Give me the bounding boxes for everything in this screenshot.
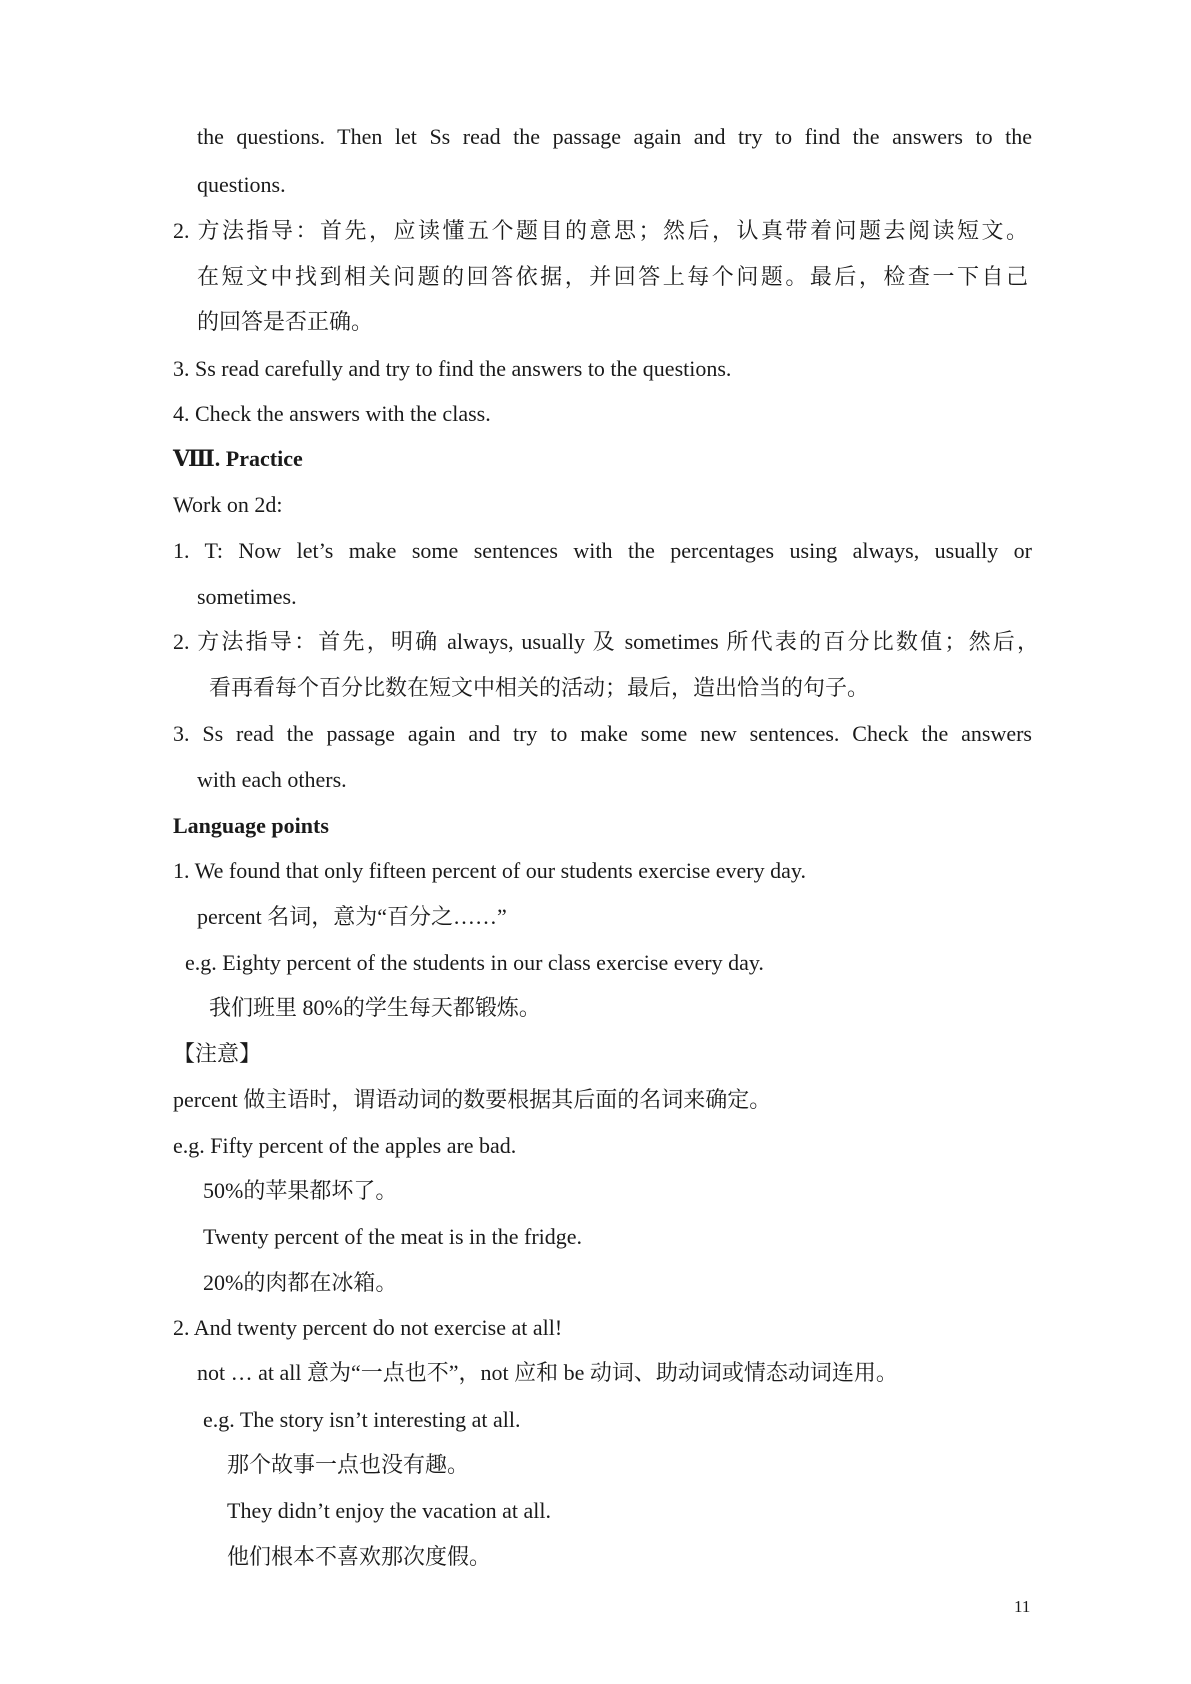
text-line: 50%的苹果都坏了。 bbox=[203, 1178, 398, 1203]
text-line: with each others. bbox=[197, 767, 347, 792]
text-line: 20%的肉都在冰箱。 bbox=[203, 1270, 398, 1295]
text-line: percent 做主语时，谓语动词的数要根据其后面的名词来确定。 bbox=[173, 1087, 772, 1112]
text-line: e.g. Fifty percent of the apples are bad. bbox=[173, 1133, 517, 1158]
text-line: 1. T: Now let’s make some sentences with the percentages using always, usually or bbox=[173, 538, 1032, 563]
note-heading: 【注意】 bbox=[173, 1041, 262, 1066]
text-line: sometimes. bbox=[197, 584, 297, 609]
text-line: e.g. The story isn’t interesting at all. bbox=[203, 1407, 521, 1432]
text-line: 看再看每个百分比数在短文中相关的活动；最后，造出恰当的句子。 bbox=[209, 675, 870, 700]
text-line: 1. We found that only fifteen percent of our students exercise every day. bbox=[173, 858, 806, 883]
text-line: 的回答是否正确。 bbox=[197, 309, 374, 334]
text-line: 3. Ss read the passage again and try to make some new sentences. Check the answers bbox=[173, 721, 1032, 746]
text-line: 4. Check the answers with the class. bbox=[173, 401, 491, 426]
text-line: questions. bbox=[197, 172, 286, 197]
text-line: 2. And twenty percent do not exercise at all! bbox=[173, 1315, 563, 1340]
text-line: 在短文中找到相关问题的回答依据，并回答上每个问题。最后，检查一下自己 bbox=[197, 264, 1028, 289]
section-heading: Ⅷ. Practice bbox=[173, 446, 303, 471]
text-line: 他们根本不喜欢那次度假。 bbox=[227, 1544, 492, 1569]
page-number: 11 bbox=[1014, 1597, 1031, 1616]
text-line: 那个故事一点也没有趣。 bbox=[227, 1452, 470, 1477]
text-line: not … at all 意为“一点也不”，not 应和 be 动词、助动词或情态动词连用。 bbox=[197, 1360, 898, 1385]
text-line: 2. 方法指导：首先，应读懂五个题目的意思；然后，认真带着问题去阅读短文。 bbox=[173, 218, 1028, 243]
text-line: percent 名词，意为“百分之……” bbox=[197, 904, 507, 929]
text-line: Twenty percent of the meat is in the fridge. bbox=[203, 1224, 583, 1249]
text-line: e.g. Eighty percent of the students in our class exercise every day. bbox=[185, 950, 764, 975]
text-line: 我们班里 80%的学生每天都锻炼。 bbox=[209, 995, 541, 1020]
section-heading: Language points bbox=[173, 813, 329, 838]
text-line: the questions. Then let Ss read the passage again and try to find the answers to the bbox=[197, 124, 1032, 149]
text-line: 2. 方法指导：首先，明确 always, usually 及 sometimes 所代表的百分比数值；然后， bbox=[173, 629, 1039, 654]
text-line: 3. Ss read carefully and try to find the answers to the questions. bbox=[173, 356, 732, 381]
text-line: They didn’t enjoy the vacation at all. bbox=[227, 1498, 551, 1523]
text-line: Work on 2d: bbox=[173, 492, 283, 517]
